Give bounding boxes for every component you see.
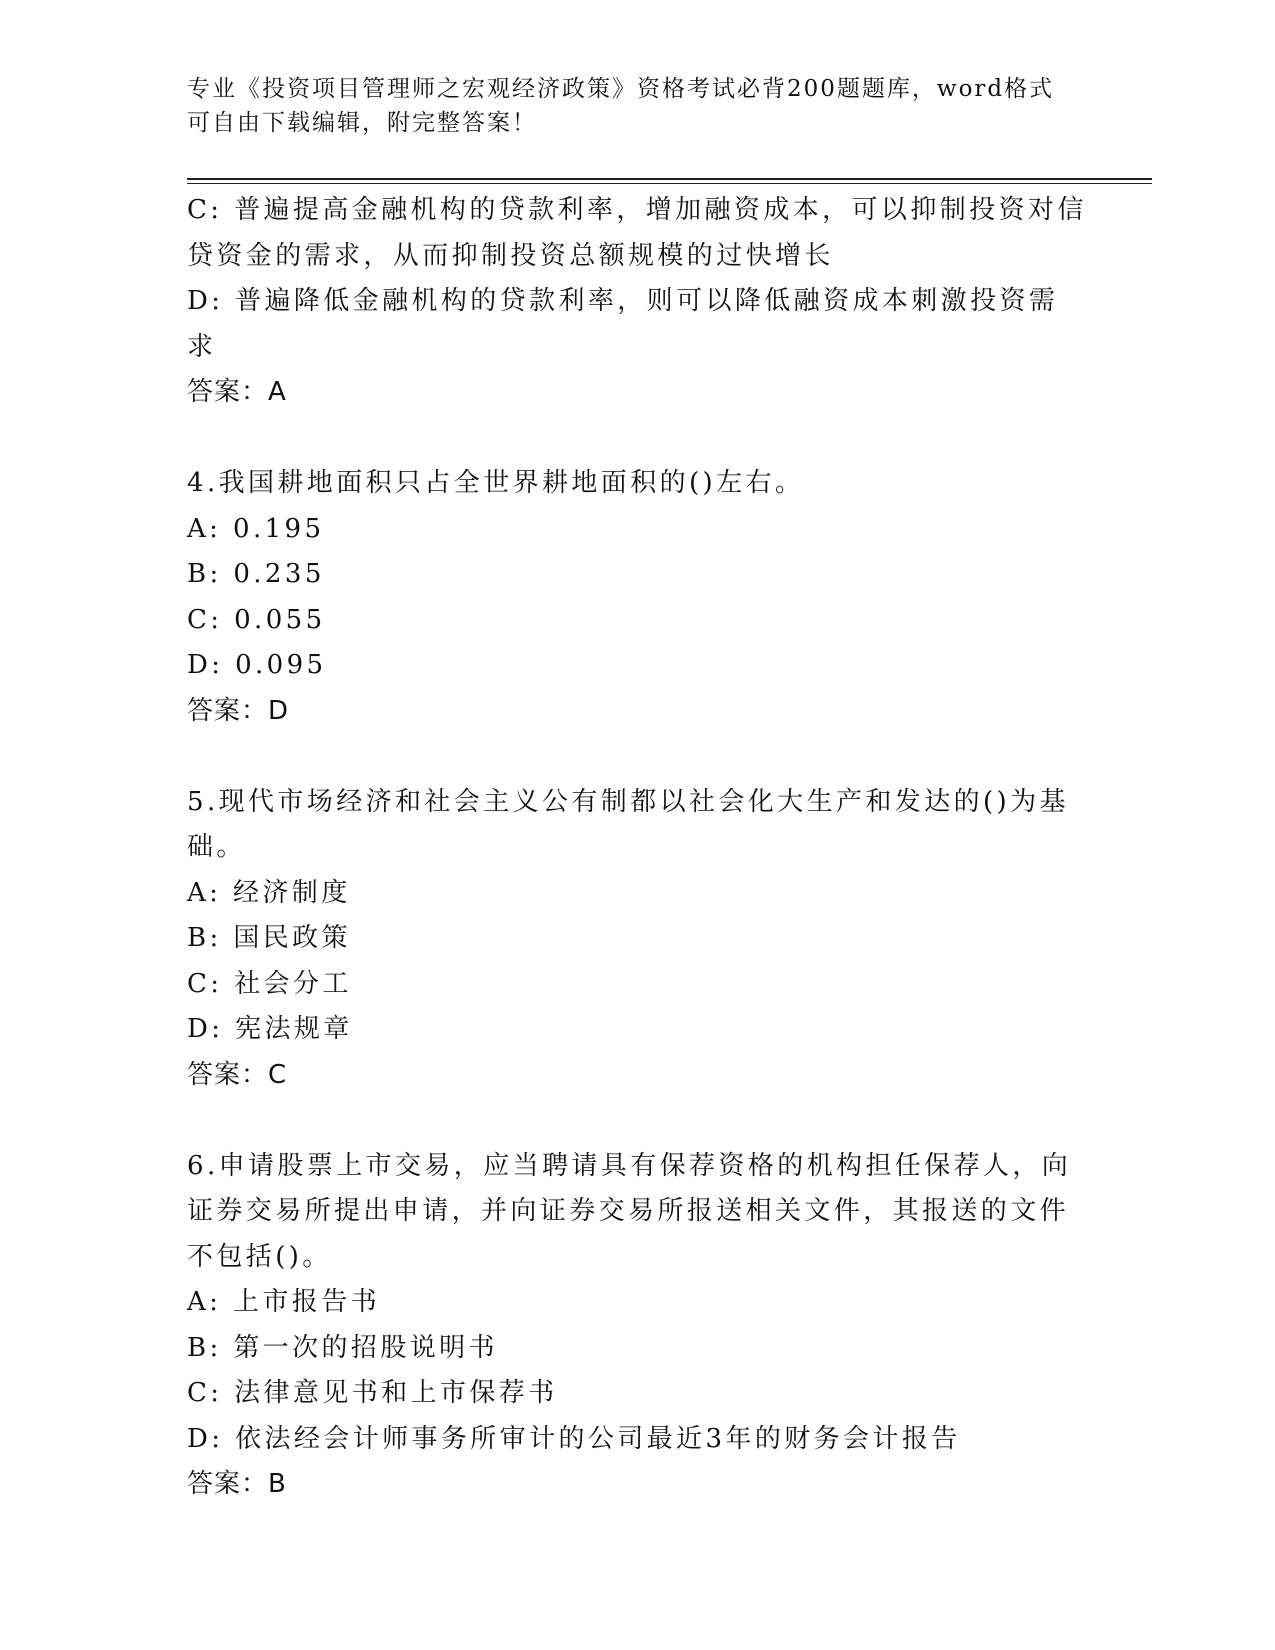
- question-list: [187, 188, 1087, 1508]
- spacer: [187, 416, 1087, 462]
- question-6-block: [187, 1144, 1087, 1508]
- question-4-block: [187, 461, 1087, 734]
- header-divider-thick: [187, 178, 1152, 180]
- question-3-option-d: D: 普遍降低金融机构的贷款利率，则可以降低融资成本刺激投资需求: [187, 286, 1059, 362]
- question-5-option-c: C: 社会分工: [187, 968, 352, 999]
- question-6-option-c: C: 法律意见书和上市保荐书: [187, 1378, 558, 1408]
- question-5-answer: 答案：C: [187, 1059, 288, 1090]
- question-4-option-c: C: 0.055: [187, 604, 326, 635]
- question-5-option-a: A: 经济制度: [187, 877, 351, 908]
- header-divider-thin: [187, 183, 1152, 184]
- question-6-stem: 6.申请股票上市交易，应当聘请具有保荐资格的机构担任保荐人，向证券交易所提出申请，并向证券交易所报送相关文件，其报送的文件不包括()。: [187, 1150, 1072, 1272]
- question-4-option-d: D: 0.095: [187, 650, 327, 680]
- question-6-option-b: B: 第一次的招股说明书: [187, 1332, 498, 1363]
- question-6-option-d: D: 依法经会计师事务所审计的公司最近3年的财务会计报告: [187, 1423, 961, 1454]
- question-5-block: [187, 780, 1087, 1099]
- spacer: [187, 734, 1087, 780]
- question-5-option-d: D: 宪法规章: [187, 1014, 353, 1044]
- question-4-option-b: B: 0.235: [187, 559, 325, 589]
- spacer: [187, 1098, 1087, 1144]
- question-4-option-a: A: 0.195: [187, 513, 325, 544]
- question-6-answer: 答案：B: [187, 1469, 287, 1499]
- question-3-block: [187, 188, 1087, 416]
- question-6-option-a: A: 上市报告书: [187, 1287, 381, 1317]
- document-header: 专业《投资项目管理师之宏观经济政策》资格考试必背200题题库，word格式可自由下载编辑，附完整答案！: [187, 76, 1055, 136]
- question-3-option-c: C: 普遍提高金融机构的贷款利率，增加融资成本，可以抑制投资对信贷资金的需求，从而抑制投资总额规模的过快增长: [187, 195, 1087, 271]
- question-5-stem: 5.现代市场经济和社会主义公有制都以社会化大生产和发达的()为基础。: [187, 786, 1069, 862]
- question-4-stem: 4.我国耕地面积只占全世界耕地面积的()左右。: [187, 468, 805, 498]
- question-5-option-b: B: 国民政策: [187, 923, 351, 953]
- question-4-answer: 答案：D: [187, 695, 290, 726]
- question-3-answer: 答案：A: [187, 377, 287, 407]
